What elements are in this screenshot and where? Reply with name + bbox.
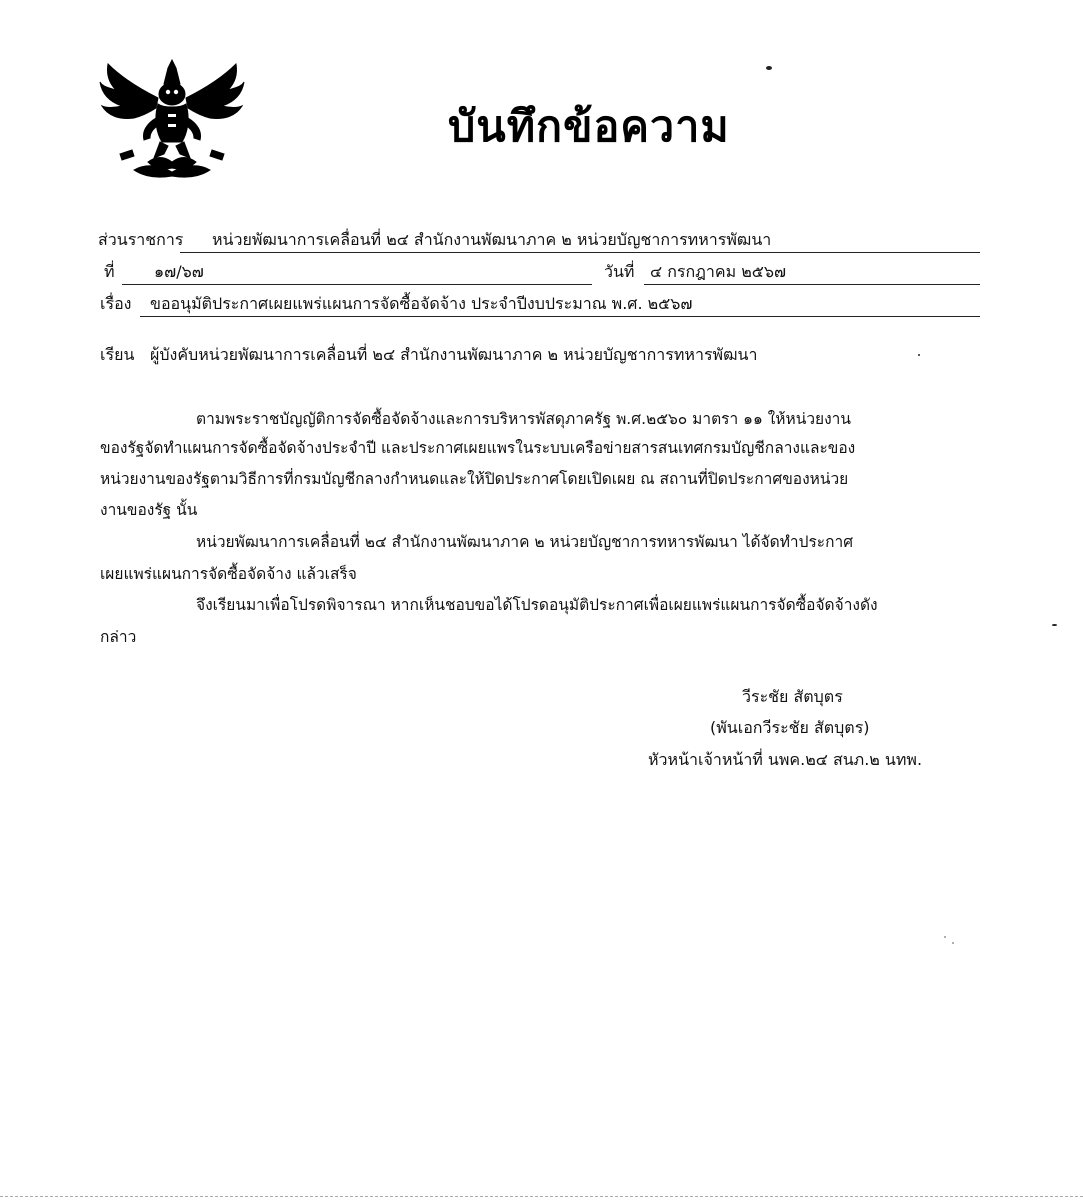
to-label: เรียน [100, 345, 135, 364]
subject-underline [140, 316, 980, 317]
subject-value: ขออนุมัติประกาศเผยแพร่แผนการจัดซื้อจัดจ้าง ประจำปีงบประมาณ พ.ศ. ๒๕๖๗ [150, 294, 693, 313]
signature-name: วีระชัย สัตบุตร [742, 687, 843, 706]
paragraph-1-line-4: งานของรัฐ นั้น [100, 501, 198, 519]
department-label: ส่วนราชการ [98, 230, 184, 249]
date-label: วันที่ [604, 262, 635, 281]
ref-underline [122, 284, 592, 285]
scan-speck [952, 942, 954, 944]
ref-value: ๑๗/๖๗ [154, 262, 204, 281]
scan-speck [944, 936, 946, 938]
subject-label: เรื่อง [100, 294, 132, 313]
garuda-emblem-icon [98, 58, 246, 180]
scan-speck [766, 66, 772, 70]
paragraph-3-line-1: จึงเรียนมาเพื่อโปรดพิจารณา หากเห็นชอบขอได้โปรดอนุมัติประกาศเพื่อเผยแพร่แผนการจัดซื้อจัดจ้างดัง [196, 596, 878, 614]
signature-full-name: (พันเอกวีระชัย สัตบุตร) [710, 718, 870, 737]
memo-title: บันทึกข้อความ [448, 102, 730, 152]
scan-speck [918, 354, 920, 356]
paragraph-2-line-1: หน่วยพัฒนาการเคลื่อนที่ ๒๔ สำนักงานพัฒนาภาค ๒ หน่วยบัญชาการทหารพัฒนา ได้จัดทำประกาศ [196, 533, 854, 551]
ref-label: ที่ [104, 262, 115, 281]
paragraph-1-line-3: หน่วยงานของรัฐตามวิธีการที่กรมบัญชีกลางกำหนดและให้ปิดประกาศโดยเปิดเผย ณ สถานที่ปิดประกาศของหน่วย [100, 470, 849, 488]
date-underline [644, 284, 980, 285]
scan-bottom-edge [0, 1196, 1083, 1197]
date-value: ๔ กรกฎาคม ๒๕๖๗ [650, 262, 787, 281]
department-underline [180, 252, 980, 253]
department-value: หน่วยพัฒนาการเคลื่อนที่ ๒๔ สำนักงานพัฒนาภาค ๒ หน่วยบัญชาการทหารพัฒนา [212, 230, 772, 249]
signature-position: หัวหน้าเจ้าหน้าที่ นพค.๒๔ สนภ.๒ นทพ. [648, 750, 923, 769]
paragraph-3-line-2: กล่าว [100, 628, 137, 646]
to-value: ผู้บังคับหน่วยพัฒนาการเคลื่อนที่ ๒๔ สำนักงานพัฒนาภาค ๒ หน่วยบัญชาการทหารพัฒนา [150, 345, 758, 364]
paragraph-2-line-2: เผยแพร่แผนการจัดซื้อจัดจ้าง แล้วเสร็จ [100, 565, 357, 583]
paragraph-1-line-1: ตามพระราชบัญญัติการจัดซื้อจัดจ้างและการบริหารพัสดุภาครัฐ พ.ศ.๒๕๖๐ มาตรา ๑๑ ให้หน่วยงาน [196, 410, 851, 428]
scan-speck [1052, 624, 1057, 626]
paragraph-1-line-2: ของรัฐจัดทำแผนการจัดซื้อจัดจ้างประจำปี และประกาศเผยแพรในระบบเครือข่ายสารสนเทศกรมบัญชีกลางและของ [100, 439, 856, 457]
